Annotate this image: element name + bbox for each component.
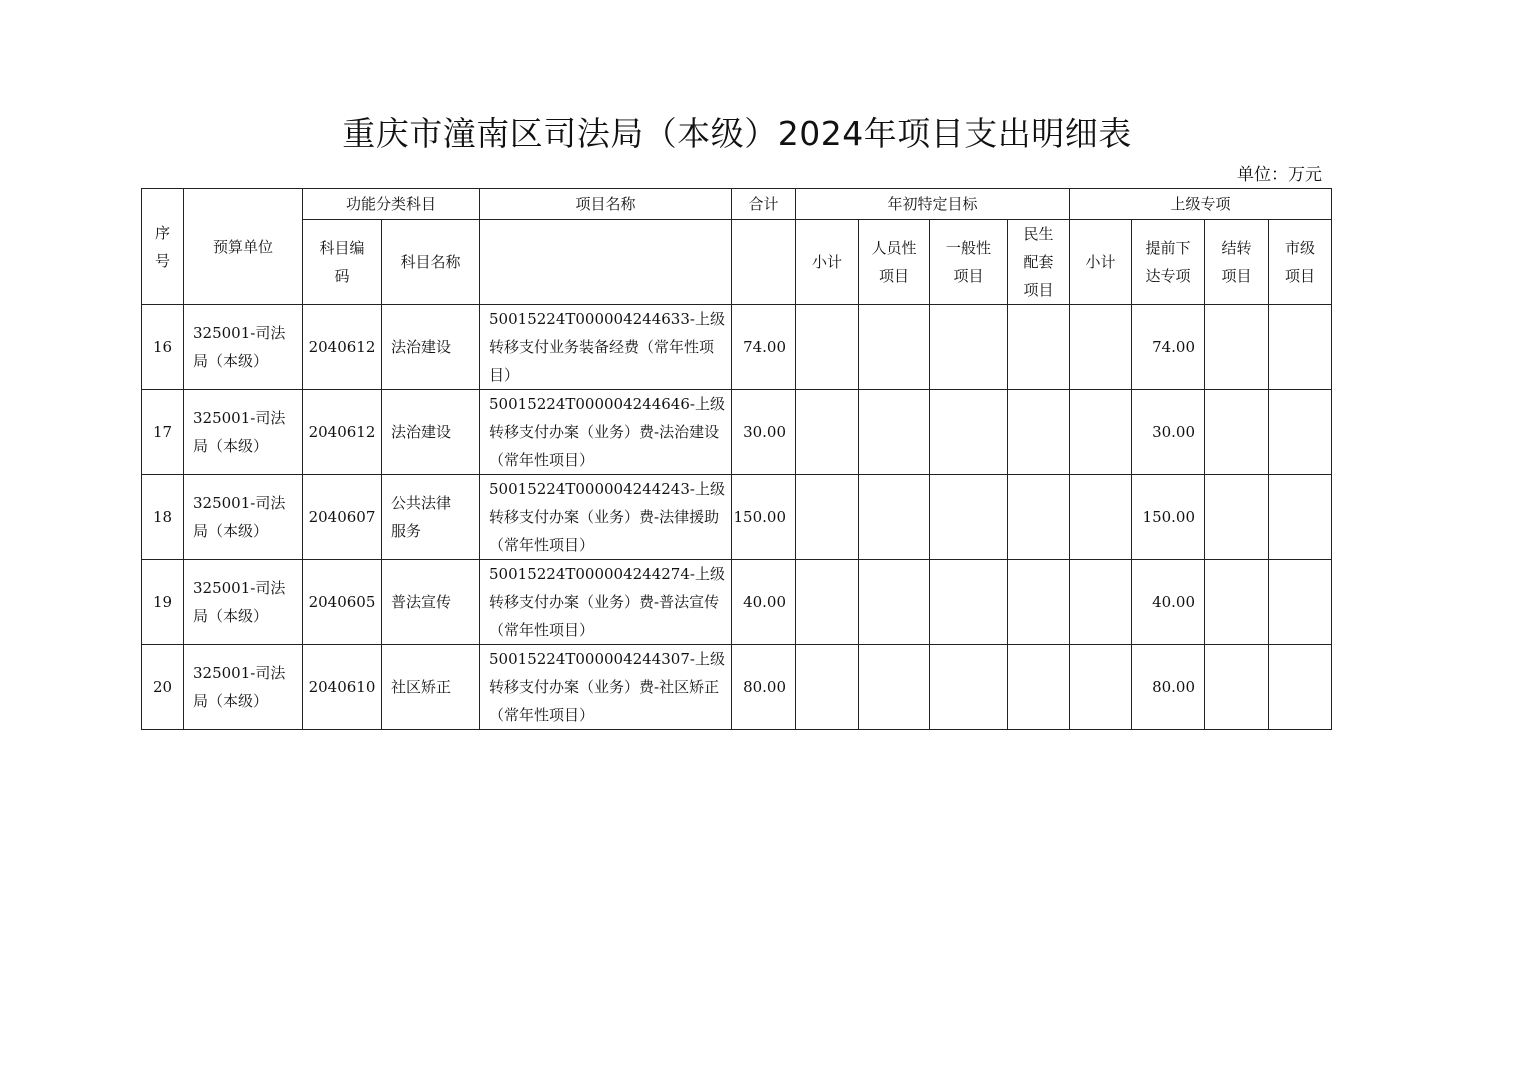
cell-total: 74.00 [732, 305, 796, 390]
cell-subject-name: 社区矫正 [382, 645, 480, 730]
cell-total: 80.00 [732, 645, 796, 730]
cell-subject-name: 公共法律服务 [382, 475, 480, 560]
header-superior: 上级专项 [1070, 189, 1332, 220]
cell-advance: 30.00 [1132, 390, 1205, 475]
cell-seq: 17 [142, 390, 184, 475]
header-budget-unit: 预算单位 [184, 189, 303, 305]
cell-advance: 80.00 [1132, 645, 1205, 730]
cell-budget-unit: 325001-司法局（本级） [184, 560, 303, 645]
cell-advance: 40.00 [1132, 560, 1205, 645]
cell-advance: 74.00 [1132, 305, 1205, 390]
cell-project-name: 50015224T000004244243-上级转移支付办案（业务）费-法律援助（常年性项目） [480, 475, 732, 560]
header-subtotal-2: 小计 [1070, 220, 1132, 305]
cell-total: 150.00 [732, 475, 796, 560]
header-subject-code: 科目编码 [303, 220, 382, 305]
table-row [142, 645, 1332, 730]
cell-subject-name: 普法宣传 [382, 560, 480, 645]
header-project-name-blank [480, 220, 732, 305]
header-year-target: 年初特定目标 [796, 189, 1070, 220]
cell-budget-unit: 325001-司法局（本级） [184, 390, 303, 475]
cell-subject-name: 法治建设 [382, 305, 480, 390]
table-row [142, 390, 1332, 475]
header-total-blank [732, 220, 796, 305]
header-carryover: 结转项目 [1205, 220, 1269, 305]
cell-project-name: 50015224T000004244633-上级转移支付业务装备经费（常年性项目） [480, 305, 732, 390]
header-general: 一般性项目 [930, 220, 1008, 305]
cell-seq: 16 [142, 305, 184, 390]
header-seq: 序号 [142, 189, 184, 305]
header-subtotal-1: 小计 [796, 220, 859, 305]
header-advance: 提前下达专项 [1132, 220, 1205, 305]
header-func-class: 功能分类科目 [303, 189, 480, 220]
header-city: 市级项目 [1269, 220, 1332, 305]
header-livelihood: 民生配套项目 [1008, 220, 1070, 305]
header-personnel: 人员性项目 [859, 220, 930, 305]
header-project-name: 项目名称 [480, 189, 732, 220]
table-row [142, 475, 1332, 560]
cell-seq: 20 [142, 645, 184, 730]
header-subject-name: 科目名称 [382, 220, 480, 305]
cell-seq: 19 [142, 560, 184, 645]
table-row [142, 560, 1332, 645]
cell-advance: 150.00 [1132, 475, 1205, 560]
cell-subject-code: 2040610 [303, 645, 382, 730]
cell-subject-name: 法治建设 [382, 390, 480, 475]
cell-project-name: 50015224T000004244274-上级转移支付办案（业务）费-普法宣传（常年性项目） [480, 560, 732, 645]
cell-subject-code: 2040607 [303, 475, 382, 560]
table-row [142, 305, 1332, 390]
cell-subject-code: 2040605 [303, 560, 382, 645]
cell-subject-code: 2040612 [303, 390, 382, 475]
cell-budget-unit: 325001-司法局（本级） [184, 475, 303, 560]
cell-subject-code: 2040612 [303, 305, 382, 390]
cell-budget-unit: 325001-司法局（本级） [184, 645, 303, 730]
cell-project-name: 50015224T000004244307-上级转移支付办案（业务）费-社区矫正（常年性项目） [480, 645, 732, 730]
cell-total: 40.00 [732, 560, 796, 645]
cell-seq: 18 [142, 475, 184, 560]
cell-project-name: 50015224T000004244646-上级转移支付办案（业务）费-法治建设（常年性项目） [480, 390, 732, 475]
project-expense-table [141, 188, 1332, 730]
page-title: 重庆市潼南区司法局（本级）2024年项目支出明细表 [342, 114, 1132, 153]
cell-budget-unit: 325001-司法局（本级） [184, 305, 303, 390]
header-total: 合计 [732, 189, 796, 220]
unit-label: 单位：万元 [1237, 165, 1322, 185]
cell-total: 30.00 [732, 390, 796, 475]
